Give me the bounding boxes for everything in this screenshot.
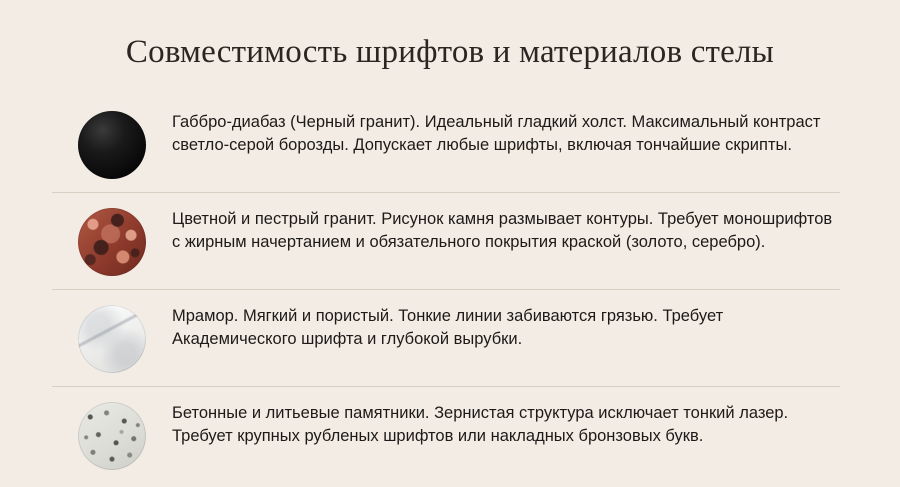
list-item-text: Мрамор. Мягкий и пористый. Тонкие линии забиваются грязью. Требует Академического шрифта и глубокой вырубки. <box>172 306 724 349</box>
swatch-container <box>52 303 172 373</box>
concrete-swatch <box>78 402 146 470</box>
list-item-text: Габбро-диабаз (Черный гранит). Идеальный гладкий холст. Максимальный контраст светло-серой борозды. Допускает любые шрифты, включая тончайшие скрипты. <box>172 112 821 155</box>
marble-swatch <box>78 305 146 373</box>
list-item <box>52 386 840 483</box>
list-item-text: Цветной и пестрый гранит. Рисунок камня размывает контуры. Требует моношрифтов с жирным начертанием и обязательного покрытия краской (золото, серебро). <box>172 209 833 252</box>
page-title: Совместимость шрифтов и материалов стелы <box>125 34 775 70</box>
swatch-container <box>52 109 172 179</box>
list-item <box>52 289 840 386</box>
swatch-container <box>52 400 172 470</box>
gabbro-diabase-swatch <box>78 111 146 179</box>
list-item-text: Бетонные и литьевые памятники. Зернистая структура исключает тонкий лазер. Требует крупных рубленых шрифтов или накладных бронзовых букв. <box>172 403 789 446</box>
swatch-container <box>52 206 172 276</box>
colored-granite-swatch <box>78 208 146 276</box>
list-item <box>52 192 840 289</box>
list-item <box>52 96 840 192</box>
material-list <box>0 96 900 483</box>
